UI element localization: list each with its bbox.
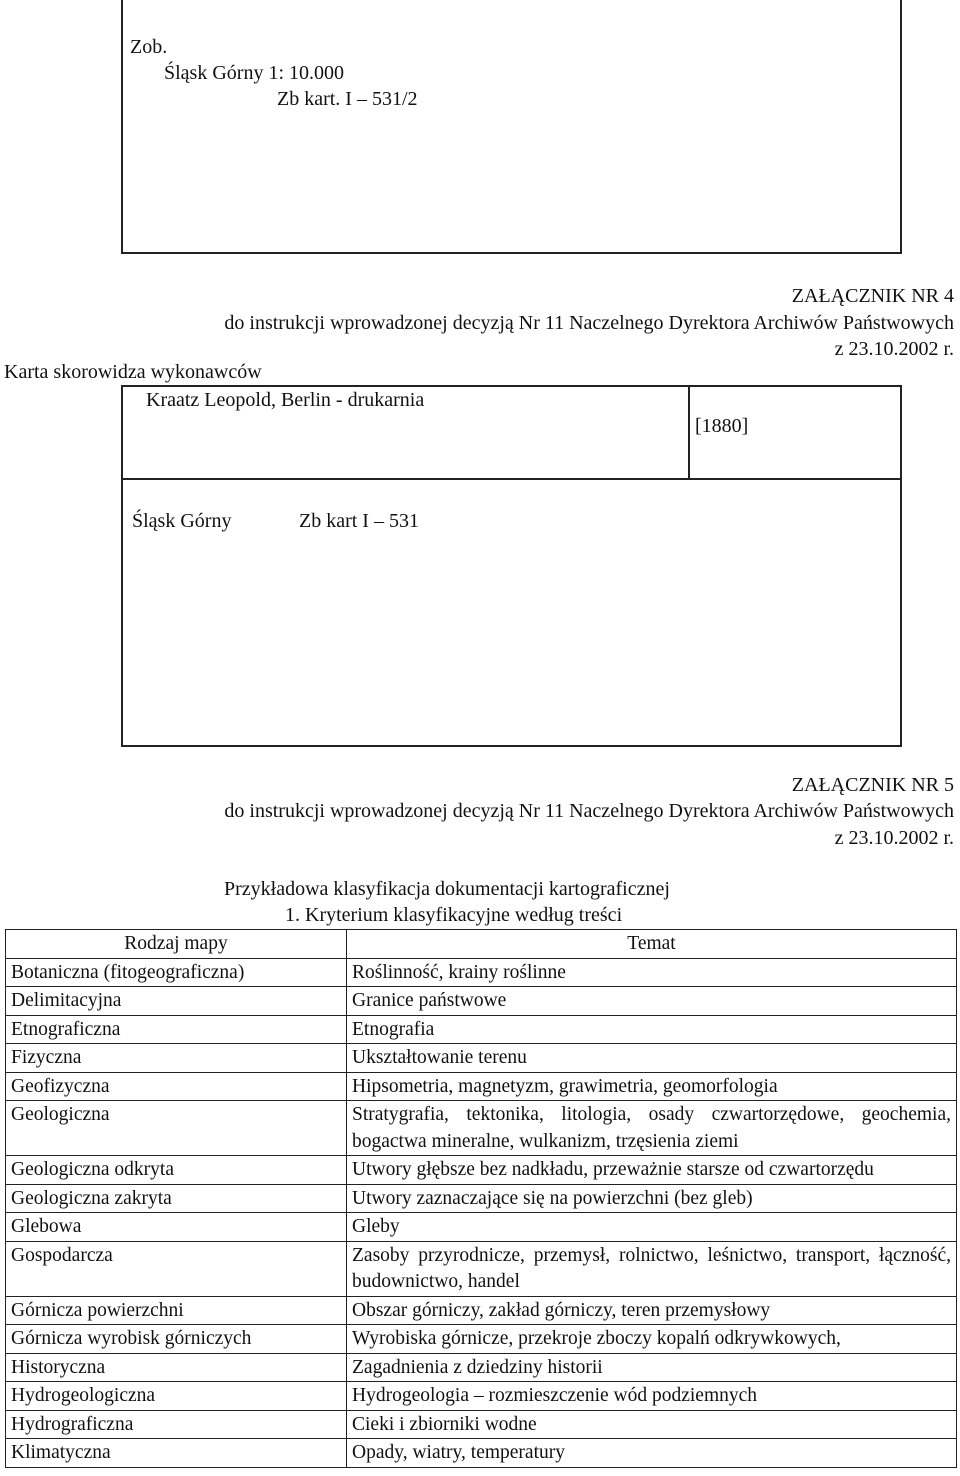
table-row [6, 1213, 957, 1242]
annex4-title: ZAŁĄCZNIK NR 4 [791, 285, 954, 307]
map-type-cell: Geologiczna [6, 1101, 347, 1156]
table-row [6, 1184, 957, 1213]
topic-cell: Hydrogeologia – rozmieszczenie wód podziemnych [347, 1382, 957, 1411]
table-row [6, 1410, 957, 1439]
header-map-type: Rodzaj mapy [6, 930, 347, 959]
card2-divider [123, 478, 900, 480]
table-row [6, 1382, 957, 1411]
classification-title: Przykładowa klasyfikacja dokumentacji kartograficznej [224, 878, 670, 900]
map-type-cell: Górnicza wyrobisk górniczych [6, 1325, 347, 1354]
table-row [6, 958, 957, 987]
table-body [6, 958, 957, 1467]
table-row [6, 1296, 957, 1325]
map-type-cell: Glebowa [6, 1213, 347, 1242]
topic-cell: Etnografia [347, 1015, 957, 1044]
annex5-subtitle: do instrukcji wprowadzonej decyzją Nr 11 Naczelnego Dyrektora Archiwów Państwowych [224, 800, 954, 822]
table-row [6, 1044, 957, 1073]
topic-cell: Cieki i zbiorniki wodne [347, 1410, 957, 1439]
card2-header: Karta skorowidza wykonawców [4, 361, 262, 383]
card2-region: Śląsk Górny [132, 510, 232, 532]
annex5-title: ZAŁĄCZNIK NR 5 [791, 774, 954, 796]
header-topic: Temat [347, 930, 957, 959]
topic-cell: Obszar górniczy, zakład górniczy, teren przemysłowy [347, 1296, 957, 1325]
card-reference-signature: Zb kart. I – 531/2 [277, 88, 418, 110]
table-row [6, 987, 957, 1016]
table-row [6, 1353, 957, 1382]
map-type-cell: Delimitacyjna [6, 987, 347, 1016]
topic-cell: Ukształtowanie terenu [347, 1044, 957, 1073]
topic-cell: Gleby [347, 1213, 957, 1242]
card-reference-map: Śląsk Górny 1: 10.000 [164, 62, 344, 84]
card2-signature: Zb kart I – 531 [299, 510, 419, 532]
map-type-cell: Geologiczna odkryta [6, 1156, 347, 1185]
map-type-cell: Klimatyczna [6, 1439, 347, 1468]
table-header-row [6, 930, 957, 959]
card2-year-divider [688, 387, 690, 478]
map-type-cell: Hydrogeologiczna [6, 1382, 347, 1411]
table-row [6, 1439, 957, 1468]
table-row [6, 1072, 957, 1101]
map-type-cell: Hydrograficzna [6, 1410, 347, 1439]
card2-year: [1880] [695, 415, 749, 437]
topic-cell: Roślinność, krainy roślinne [347, 958, 957, 987]
classification-table [5, 929, 957, 1468]
map-type-cell: Fizyczna [6, 1044, 347, 1073]
topic-cell: Granice państwowe [347, 987, 957, 1016]
map-type-cell: Historyczna [6, 1353, 347, 1382]
card2-name: Kraatz Leopold, Berlin - drukarnia [146, 389, 425, 411]
topic-cell: Zagadnienia z dziedziny historii [347, 1353, 957, 1382]
map-type-cell: Geologiczna zakryta [6, 1184, 347, 1213]
table-row [6, 1156, 957, 1185]
topic-cell: Utwory zaznaczające się na powierzchni (bez gleb) [347, 1184, 957, 1213]
table-row [6, 1241, 957, 1296]
classification-criterion: 1. Kryterium klasyfikacyjne według treści [285, 904, 623, 926]
topic-cell: Opady, wiatry, temperatury [347, 1439, 957, 1468]
map-type-cell: Botaniczna (fitogeograficzna) [6, 958, 347, 987]
map-type-cell: Gospodarcza [6, 1241, 347, 1296]
topic-cell: Utwory głębsze bez nadkładu, przeważnie starsze od czwartorzędu [347, 1156, 957, 1185]
annex4-subtitle: do instrukcji wprowadzonej decyzją Nr 11 Naczelnego Dyrektora Archiwów Państwowych [224, 312, 954, 334]
card-reference-zob: Zob. [130, 36, 168, 58]
catalog-card-reference [121, 0, 902, 254]
map-type-cell: Geofizyczna [6, 1072, 347, 1101]
topic-cell: Zasoby przyrodnicze, przemysł, rolnictwo, leśnictwo, transport, łączność, budownictwo, handel [347, 1241, 957, 1296]
table-row [6, 1101, 957, 1156]
topic-cell: Wyrobiska górnicze, przekroje zboczy kopalń odkrywkowych, [347, 1325, 957, 1354]
table-row [6, 1325, 957, 1354]
catalog-card-performers [121, 385, 902, 747]
annex5-date: z 23.10.2002 r. [834, 827, 954, 849]
table-row [6, 1015, 957, 1044]
topic-cell: Hipsometria, magnetyzm, grawimetria, geomorfologia [347, 1072, 957, 1101]
annex4-date: z 23.10.2002 r. [834, 338, 954, 360]
topic-cell: Stratygrafia, tektonika, litologia, osady czwartorzędowe, geochemia, bogactwa mineralne, wulkanizm, trzęsienia ziemi [347, 1101, 957, 1156]
map-type-cell: Etnograficzna [6, 1015, 347, 1044]
map-type-cell: Górnicza powierzchni [6, 1296, 347, 1325]
